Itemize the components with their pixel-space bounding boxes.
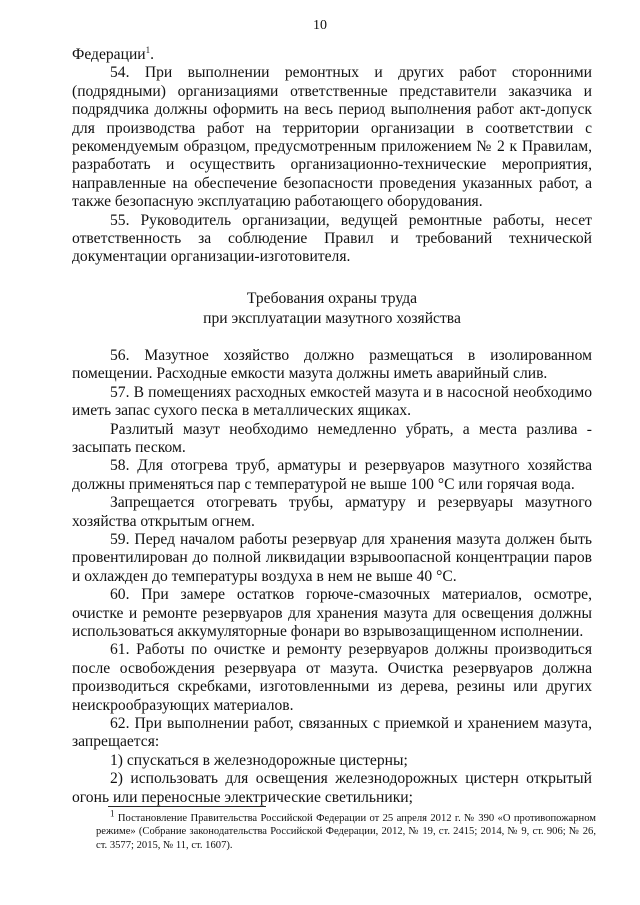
paragraph-59: 59. Перед началом работы резервуар для хранения мазута должен быть провентилирован до полной ликвидации взрывоопасной концентрации паров и охлажден до температуры воздуха в нем не выше 40 °С. bbox=[72, 530, 592, 585]
footnote-separator bbox=[108, 806, 266, 807]
section-heading bbox=[72, 289, 592, 329]
section-heading-line1: Требования охраны труда bbox=[246, 289, 418, 307]
paragraph-61: 61. Работы по очистке и ремонту резервуаров должны производиться после освобождения резервуара от мазута. Очистка резервуаров должна производиться скребками, изготовленными из дерева, резины или других неискрообразующих материалов. bbox=[72, 641, 592, 714]
paragraph-58-cont: Запрещается отогревать трубы, арматуру и резервуары мазутного хозяйства открытым огнем. bbox=[72, 494, 592, 530]
page-body bbox=[72, 46, 592, 807]
page-number: 10 bbox=[313, 18, 327, 33]
footnote-text: Постановление Правительства Российской Федерации от 25 апреля 2012 г. № 390 «О противопожарном режиме» (Собрание законодательства Российской Федерации, 2012, № 19, ст. 2415; 2014, № 9, ст. 906; № 26, ст. 3577; 2015, № 11, ст. 1607). bbox=[96, 813, 596, 851]
footnote-ref: 1 bbox=[145, 44, 151, 55]
section-heading-line2: при эксплуатации мазутного хозяйства bbox=[203, 309, 461, 327]
paragraph-60: 60. При замере остатков горюче-смазочных материалов, осмотре, очистке и ремонте резервуаров для хранения мазута для освещения должны использоваться аккумуляторные фонари во взрывозащищенном исполнении. bbox=[72, 586, 592, 640]
paragraph-54: 54. При выполнении ремонтных и других работ сторонними (подрядными) организациями ответственные представители заказчика и подрядчика должны оформить на весь период выполнения работ акт-допуск для производства работ на территории организации в соответствии с рекомендуемым образцом, предусмотренным приложением № 2 к Правилам, разработать и осуществить организационно-технические мероприятия, направленные на обеспечение безопасности проведения указанных работ, а также безопасную эксплуатацию работающего оборудования. bbox=[72, 64, 592, 211]
list-item-1: 1) спускаться в железнодорожные цистерны; bbox=[110, 751, 408, 769]
paragraph-57-cont: Разлитый мазут необходимо немедленно убрать, а места разлива - засыпать песком. bbox=[72, 420, 592, 456]
paragraph-57: 57. В помещениях расходных емкостей мазута и в насосной необходимо иметь запас сухого песка в металлических ящиках. bbox=[72, 383, 592, 420]
footnote bbox=[96, 808, 596, 852]
footnote-marker: 1 bbox=[110, 808, 115, 819]
continuation-suffix: . bbox=[150, 46, 155, 63]
continuation-line bbox=[72, 46, 592, 64]
continuation-text: Федерации bbox=[72, 46, 146, 63]
paragraph-56: 56. Мазутное хозяйство должно размещаться в изолированном помещении. Расходные емкости мазута должны иметь аварийный слив. bbox=[72, 346, 592, 383]
paragraph-62: 62. При выполнении работ, связанных с приемкой и хранением мазута, запрещается: bbox=[72, 715, 592, 751]
paragraph-55: 55. Руководитель организации, ведущей ремонтные работы, несет ответственность за соблюдение Правил и требований технической документации организации-изготовителя. bbox=[72, 211, 592, 266]
paragraph-58: 58. Для отогрева труб, арматуры и резервуаров мазутного хозяйства должны применяться пар с температурой не выше 100 °С или горячая вода. bbox=[72, 457, 592, 493]
list-item-2: 2) использовать для освещения железнодорожных цистерн открытый огонь или переносные электрические светильники; bbox=[72, 770, 592, 806]
